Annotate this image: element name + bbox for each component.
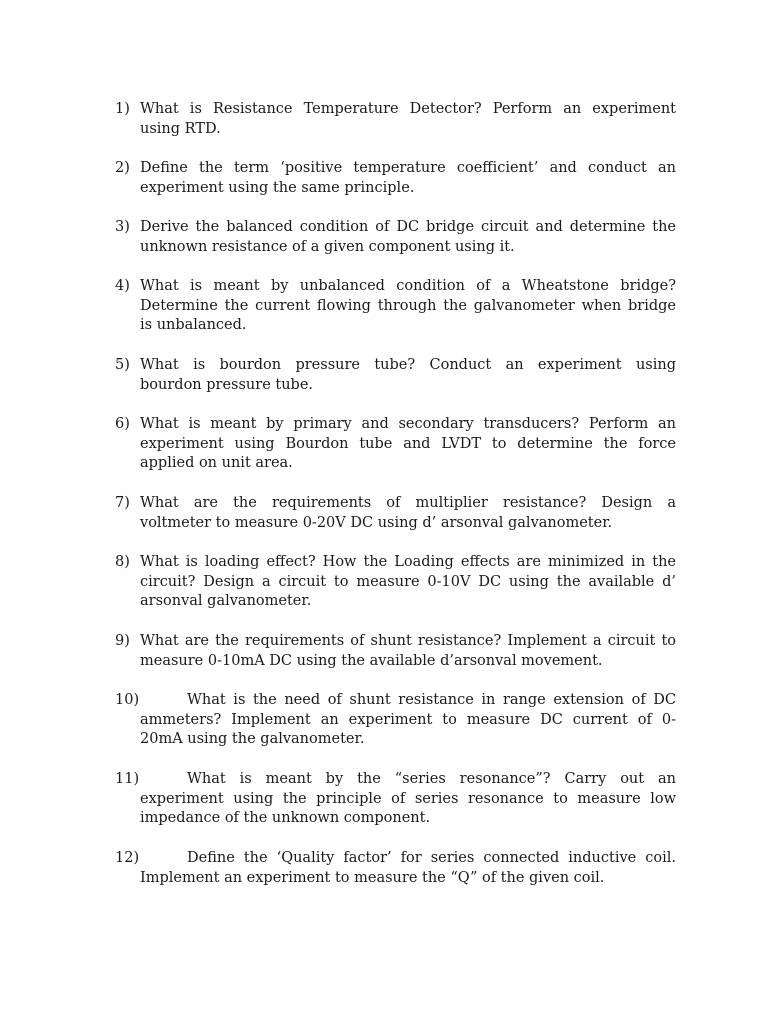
question-item <box>115 277 676 336</box>
question-text-line: What is Resistance Temperature Detector? Perform an experiment <box>140 101 676 117</box>
question-text-line: unknown resistance of a given component using it. <box>140 238 515 255</box>
question-text-line: experiment using the principle of series resonance to measure low <box>140 790 676 807</box>
question-number: 3) <box>115 219 130 235</box>
question-text-line: ammeters? Implement an experiment to measure DC current of 0- <box>140 711 676 728</box>
question-text-line: using RTD. <box>140 120 221 137</box>
question-text-line: circuit? Design a circuit to measure 0-10V DC using the available d’ <box>140 573 676 590</box>
question-text-line: What are the requirements of shunt resistance? Implement a circuit to <box>140 633 676 649</box>
question-item <box>115 632 676 671</box>
question-item <box>115 691 676 750</box>
question-text-line: What is bourdon pressure tube? Conduct an experiment using <box>140 357 676 373</box>
question-text-line: bourdon pressure tube. <box>140 376 314 393</box>
question-number: 7) <box>115 495 130 511</box>
question-text-line: applied on unit area. <box>140 455 293 472</box>
question-item <box>115 770 676 829</box>
question-text-line: experiment using Bourdon tube and LVDT to determine the force <box>140 435 676 452</box>
question-number: 12) <box>115 850 140 866</box>
question-number: 11) <box>115 771 140 787</box>
question-item <box>115 218 676 257</box>
question-number: 1) <box>115 101 130 117</box>
question-text-line: What is meant by primary and secondary transducers? Perform an <box>140 416 676 432</box>
question-item <box>115 415 676 474</box>
question-text-line: Define the ‘Quality factor’ for series connected inductive coil. <box>187 850 676 866</box>
question-text-line: What is meant by unbalanced condition of a Wheatstone bridge? <box>140 278 676 294</box>
question-number: 2) <box>115 160 130 176</box>
question-item <box>115 553 676 612</box>
question-item <box>115 159 676 198</box>
question-text-line: impedance of the unknown component. <box>140 810 431 827</box>
question-number: 10) <box>115 692 140 708</box>
question-item <box>115 356 676 395</box>
question-text-line: arsonval galvanometer. <box>140 593 312 610</box>
question-text-line: voltmeter to measure 0-20V DC using d’ arsonval galvanometer. <box>140 514 613 531</box>
question-text-line: is unbalanced. <box>140 317 247 334</box>
question-text-line: Determine the current flowing through the galvanometer when bridge <box>140 297 676 314</box>
question-item <box>115 494 676 533</box>
question-text-line: Derive the balanced condition of DC bridge circuit and determine the <box>140 219 676 235</box>
question-item <box>115 100 676 139</box>
question-text-line: Define the term ‘positive temperature coefficient’ and conduct an <box>140 160 676 176</box>
question-number: 4) <box>115 278 130 294</box>
question-number: 5) <box>115 357 130 373</box>
question-text-line: What is meant by the “series resonance”? Carry out an <box>187 771 676 787</box>
question-text-line: What is loading effect? How the Loading effects are minimized in the <box>140 554 676 570</box>
question-text-line: Implement an experiment to measure the “Q” of the given coil. <box>140 869 605 886</box>
question-number: 9) <box>115 633 130 649</box>
question-text-line: What is the need of shunt resistance in range extension of DC <box>187 692 676 708</box>
question-text-line: measure 0-10mA DC using the available d’arsonval movement. <box>140 652 603 669</box>
question-number: 8) <box>115 554 130 570</box>
question-number: 6) <box>115 416 130 432</box>
question-text-line: What are the requirements of multiplier resistance? Design a <box>140 495 676 511</box>
question-item <box>115 849 676 888</box>
question-text-line: 20mA using the galvanometer. <box>140 731 365 748</box>
question-text-line: experiment using the same principle. <box>140 179 415 196</box>
